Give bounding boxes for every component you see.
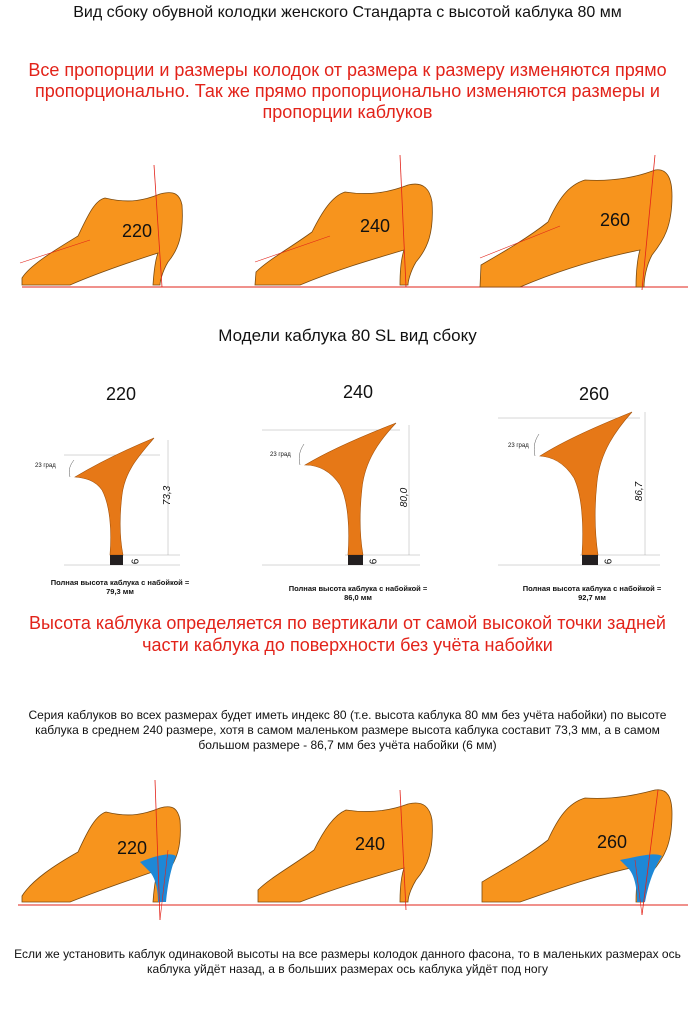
heel-size-label: 220 xyxy=(105,384,137,404)
top-piece-label: 6 xyxy=(368,558,380,565)
heel-size-label: 260 xyxy=(578,384,610,404)
heel-height-label: 86,7 xyxy=(634,481,646,502)
heel-model-240 xyxy=(262,423,420,565)
series-note: Серия каблуков во всех размерах будет иметь индекс 80 (т.е. высота каблука 80 мм без учёта набойки) по высоте каблука в среднем 240 размере, хотя в самом маленьком размере высота каблука составит 73,3 мм, а в самом большом размере - 86,7 мм без учёта набойки (6 мм) xyxy=(28,708,667,752)
top-piece-260 xyxy=(582,555,598,565)
shoe-last-260-bottom xyxy=(482,790,672,915)
last-size-label: 220 xyxy=(116,838,148,858)
top-piece-240 xyxy=(348,555,363,565)
full-height-caption: Полная высота каблука с набойкой = 92,7 мм xyxy=(522,584,662,602)
last-size-label: 240 xyxy=(354,834,386,854)
heel-angle-label: 23 град xyxy=(35,463,56,469)
page-title: Вид сбоку обувной колодки женского Стандарта с высотой каблука 80 мм xyxy=(73,4,622,21)
heel-height-label: 73,3 xyxy=(162,485,174,506)
full-height-caption: Полная высота каблука с набойкой = 79,3 мм xyxy=(50,578,190,596)
last-size-label: 260 xyxy=(599,210,631,230)
top-piece-label: 6 xyxy=(130,558,142,565)
intro-note: Все пропорции и размеры колодок от размера к размеру изменяются прямо пропорционально. Так же прямо пропорционально изменяются размеры и пропорции каблуков xyxy=(28,60,667,122)
heel-angle-label: 23 град xyxy=(270,452,291,458)
last-size-label: 260 xyxy=(596,832,628,852)
full-height-caption: Полная высота каблука с набойкой = 86,0 мм xyxy=(288,584,428,602)
height-rule-note: Высота каблука определяется по вертикали от самой высокой точки задней части каблука до поверхности без учёта набойки xyxy=(29,613,666,655)
top-piece-label: 6 xyxy=(603,558,615,565)
heel-size-label: 240 xyxy=(342,382,374,402)
bottom-note: Если же установить каблук одинаковой высоты на все размеры колодок данного фасона, то в маленьких размерах ось каблука уйдёт назад, а в больших размерах ось каблука уйдёт под ногу xyxy=(14,947,681,976)
last-size-label: 220 xyxy=(121,221,153,241)
last-size-label: 240 xyxy=(359,216,391,236)
heel-angle-label: 23 град xyxy=(508,443,529,449)
heel-height-label: 80,0 xyxy=(399,487,411,508)
top-piece-220 xyxy=(110,555,123,565)
shoe-last-240-top xyxy=(255,155,432,287)
heel-models-title: Модели каблука 80 SL вид сбоку xyxy=(218,326,477,345)
